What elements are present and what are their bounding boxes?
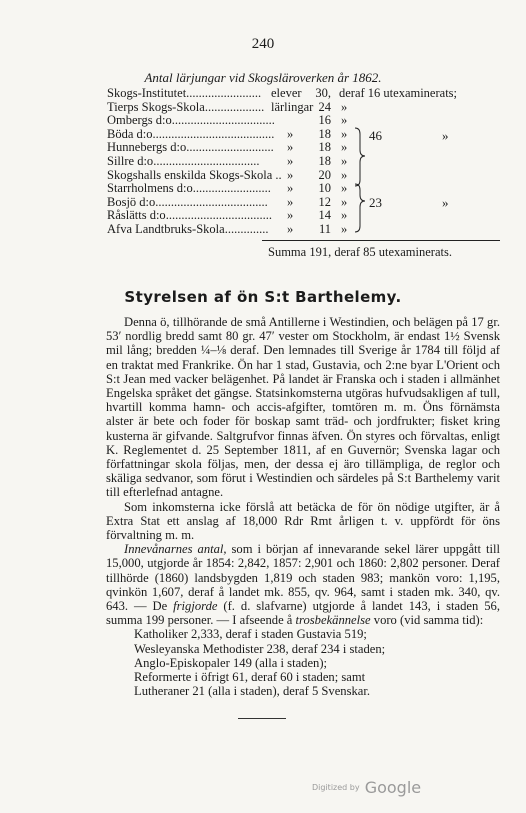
table-row: Ombergs d:o................................. 16 » bbox=[107, 113, 348, 128]
brace-group-2 bbox=[355, 184, 365, 232]
paragraph-3: Innevånarnes antal, som i början af innevarande sekel lärer uppgått till 15,000, utgjorde år 1854: 2,842, 1857: 2,901 och 1860: 2,802 personer. Deraf tillhörde (1860) landsbygden 1,819 och staden 983; mankön voro: 1,195, qvinkön 1,607, deraf å landet mk. 855, qv. 964, samt i staden mk. 340, qv. 643. — De frigjorde (f. d. slafvarne) utgjorde å landet 143, i staden 56, summa 199 personer. — I afseende å trosbekännelse voro (vid samma tid): bbox=[106, 542, 501, 628]
group2-ditto: » bbox=[442, 195, 449, 210]
group1-ditto: » bbox=[442, 128, 449, 143]
group1-total: 46 bbox=[369, 128, 382, 143]
list-item: Reformerte i öfrigt 61, deraf 60 i staden; samt bbox=[134, 670, 366, 685]
table-row: Råslätts d:o.................................. » 14 » bbox=[107, 208, 348, 223]
table-row: Skogshalls enskilda Skogs-Skola .. » 20 » bbox=[107, 167, 348, 182]
end-rule bbox=[238, 718, 286, 719]
list-item: Katholiker 2,333, deraf i staden Gustavia 519; bbox=[134, 627, 367, 642]
table-row: Tierps Skogs-Skola................... lärlingar 24 » bbox=[107, 99, 348, 114]
body-text bbox=[106, 315, 500, 698]
table-row: Sillre d:o.................................. » 18 » bbox=[107, 153, 348, 168]
list-item: Wesleyanska Methodister 238, deraf 234 i staden; bbox=[134, 641, 386, 656]
section-heading: Styrelsen af ön S:t Barthelemy. bbox=[124, 288, 402, 306]
summa-rule bbox=[262, 240, 500, 241]
table-row: Skogs-Institutet........................ elever 30, deraf 16 utexaminerats; bbox=[107, 86, 458, 100]
table-row: Hunnebergs d:o............................ » 18 » bbox=[107, 140, 348, 155]
list-item: Anglo-Episkopaler 149 (alla i staden); bbox=[134, 655, 328, 670]
table-row: Afva Landtbruks-Skola.............. » 11 » bbox=[107, 221, 348, 236]
summa-line: Summa 191, deraf 85 utexaminerats. bbox=[268, 245, 452, 259]
paragraph-2: Som inkomsterna icke förslå att betäcka de för ön nödige utgifter, är å Extra Stat ett anslag af 18,000 Rdr Rmt årligen t. v. uppfördt för öns förvaltning m. m. bbox=[106, 499, 500, 543]
table-row: Starrholmens d:o......................... » 10 » bbox=[107, 181, 348, 196]
group2-total: 23 bbox=[369, 195, 382, 210]
table-row: Böda d:o....................................... » 18 » bbox=[107, 126, 348, 141]
paragraph-1: Denna ö, tillhörande de små Antillerne i Westindien, och belägen på 17 gr. 53′ nordlig bredd samt 80 gr. 47′ vester om Stockholm, är endast 1½ Svensk mil lång; bredden ¼–⅛ deraf. Den lemnades till Sverige år 1784 till följd af en traktat med Frankrike. Ön har 1 stad, Gustavia, och 2:ne byar L'Orient och S:t Jean med vacker belägenhet. På landet är Franska och i staden i allmänhet Engelska språket det gängse. Statsinkomsterna utgöras hufvudsakligen af tull, hvartill komma hamn- och accis-afgifter, tomtören m. m. Öns förnämsta alster är bete och foder för boskap samt träd- och jordfrukter; fisket kring kusterna är gifvande. Saltgrufvor finnas äfven. Ön styres och förvaltas, enligt K. Reglementet d. 25 September 1811, af en Guvernör; Svenska lagar och författningar skola följas, men, der dessa ej äro tillämpliga, de reglor och skäliga sedvanor, som förut i Westindien och särdeles på S:t Barthelemy varit till efterlefnad antagne. bbox=[106, 315, 500, 500]
list-item: Lutheraner 21 (alla i staden), deraf 5 Svenskar. bbox=[134, 684, 371, 699]
brace-group-1 bbox=[355, 128, 365, 186]
digitized-watermark: Digitized by Google bbox=[312, 778, 422, 797]
page-number: 240 bbox=[251, 36, 275, 52]
table-row: Bosjö d:o.................................... » 12 » bbox=[107, 194, 348, 209]
table-title: Antal lärjungar vid Skogsläroverken år 1862. bbox=[144, 70, 382, 85]
